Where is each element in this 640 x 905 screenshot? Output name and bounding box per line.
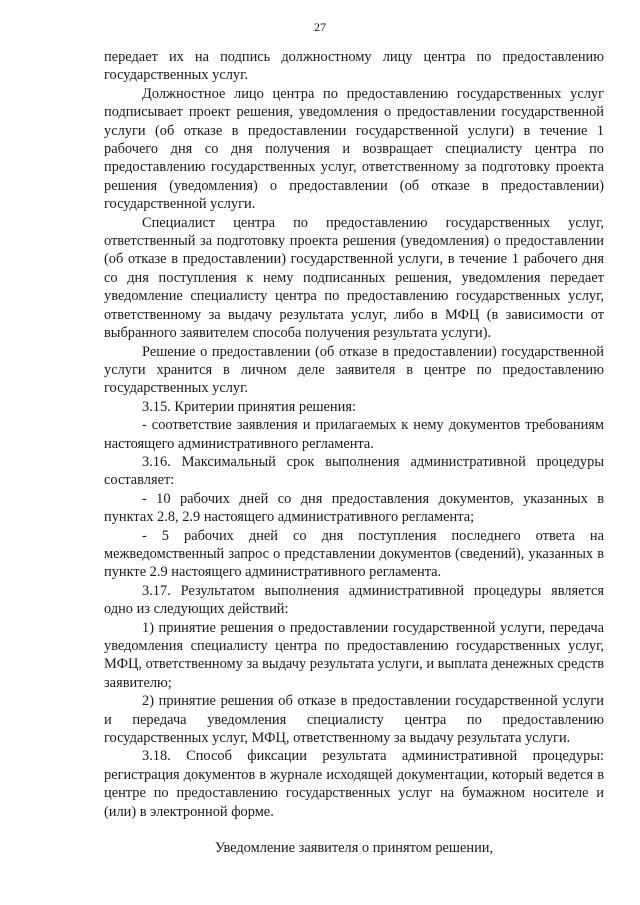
paragraph-3-17-heading: 3.17. Результатом выполнения административной процедуры является одно из следующих действий: [104, 582, 604, 618]
document-body [104, 48, 604, 857]
paragraph-3-15-heading: 3.15. Критерии принятия решения: [142, 398, 356, 415]
paragraph-3-17-item-2: 2) принятие решения об отказе в предоставлении государственной услуги и передача уведомления специалисту центра по предоставлению государственных услуг, МФЦ, ответственному за выдачу результата услуги. [104, 693, 604, 747]
section-heading: Уведомление заявителя о принятом решении, [214, 840, 494, 857]
paragraph-official-signs: Должностное лицо центра по предоставлению государственных услуг подписывает проект решения, уведомления о предоставлении государственной услуги (об отказе в предоставлении государственной услуги) в течение 1 рабочего дня со дня получения и возвращает специалисту центра по предоставлению государственных услуг, ответственному за подготовку проекта решения (уведомления) о предоставлении (об отказе в предоставлении) государственной услуги. [104, 85, 604, 213]
paragraph-3-17-item-1: 1) принятие решения о предоставлении государственной услуги, передача уведомления специалисту центра по предоставлению государственных услуг, МФЦ, ответственному за выдачу результата услуги, и выплата денежных средств заявителю; [104, 619, 604, 691]
paragraph-3-15-criteria: - соответствие заявления и прилагаемых к нему документов требованиям настоящего административного регламента. [104, 417, 604, 452]
paragraph-3-16-item-2: - 5 рабочих дней со дня поступления последнего ответа на межведомственный запрос о представлении документов (сведений), указанных в пункте 2.9 настоящего административного регламента. [104, 527, 604, 581]
paragraph-3-16-heading: 3.16. Максимальный срок выполнения административной процедуры составляет: [104, 453, 604, 489]
page-number: 27 [314, 20, 326, 34]
paragraph-continuation: передает их на подпись должностному лицу центра по предоставлению государственных услуг. [104, 49, 604, 84]
paragraph-3-18: 3.18. Способ фиксации результата административной процедуры: регистрация документов в журнале исходящей документации, который ведется в центре по предоставлению государственных услуг на бумажном носителе и (или) в электронной форме. [104, 748, 604, 820]
paragraph-3-16-item-1: - 10 рабочих дней со дня предоставления документов, указанных в пунктах 2.8, 2.9 настоящего административного регламента; [104, 490, 604, 526]
paragraph-decision-storage: Решение о предоставлении (об отказе в предоставлении) государственной услуги хранится в личном деле заявителя в центре по предоставлению государственных услуг. [104, 343, 604, 397]
paragraph-specialist-notifies: Специалист центра по предоставлению государственных услуг, ответственный за подготовку проекта решения (уведомления) о предоставлении (об отказе в предоставлении) государственной услуги, в течение 1 рабочего дня со дня поступления к нему подписанных решения, уведомления передает уведомление специалисту центра по предоставлению государственных услуг, ответственному за выдачу результата услуг, либо в МФЦ (в зависимости от выбранного заявителем способа получения результата услуги). [104, 214, 604, 342]
